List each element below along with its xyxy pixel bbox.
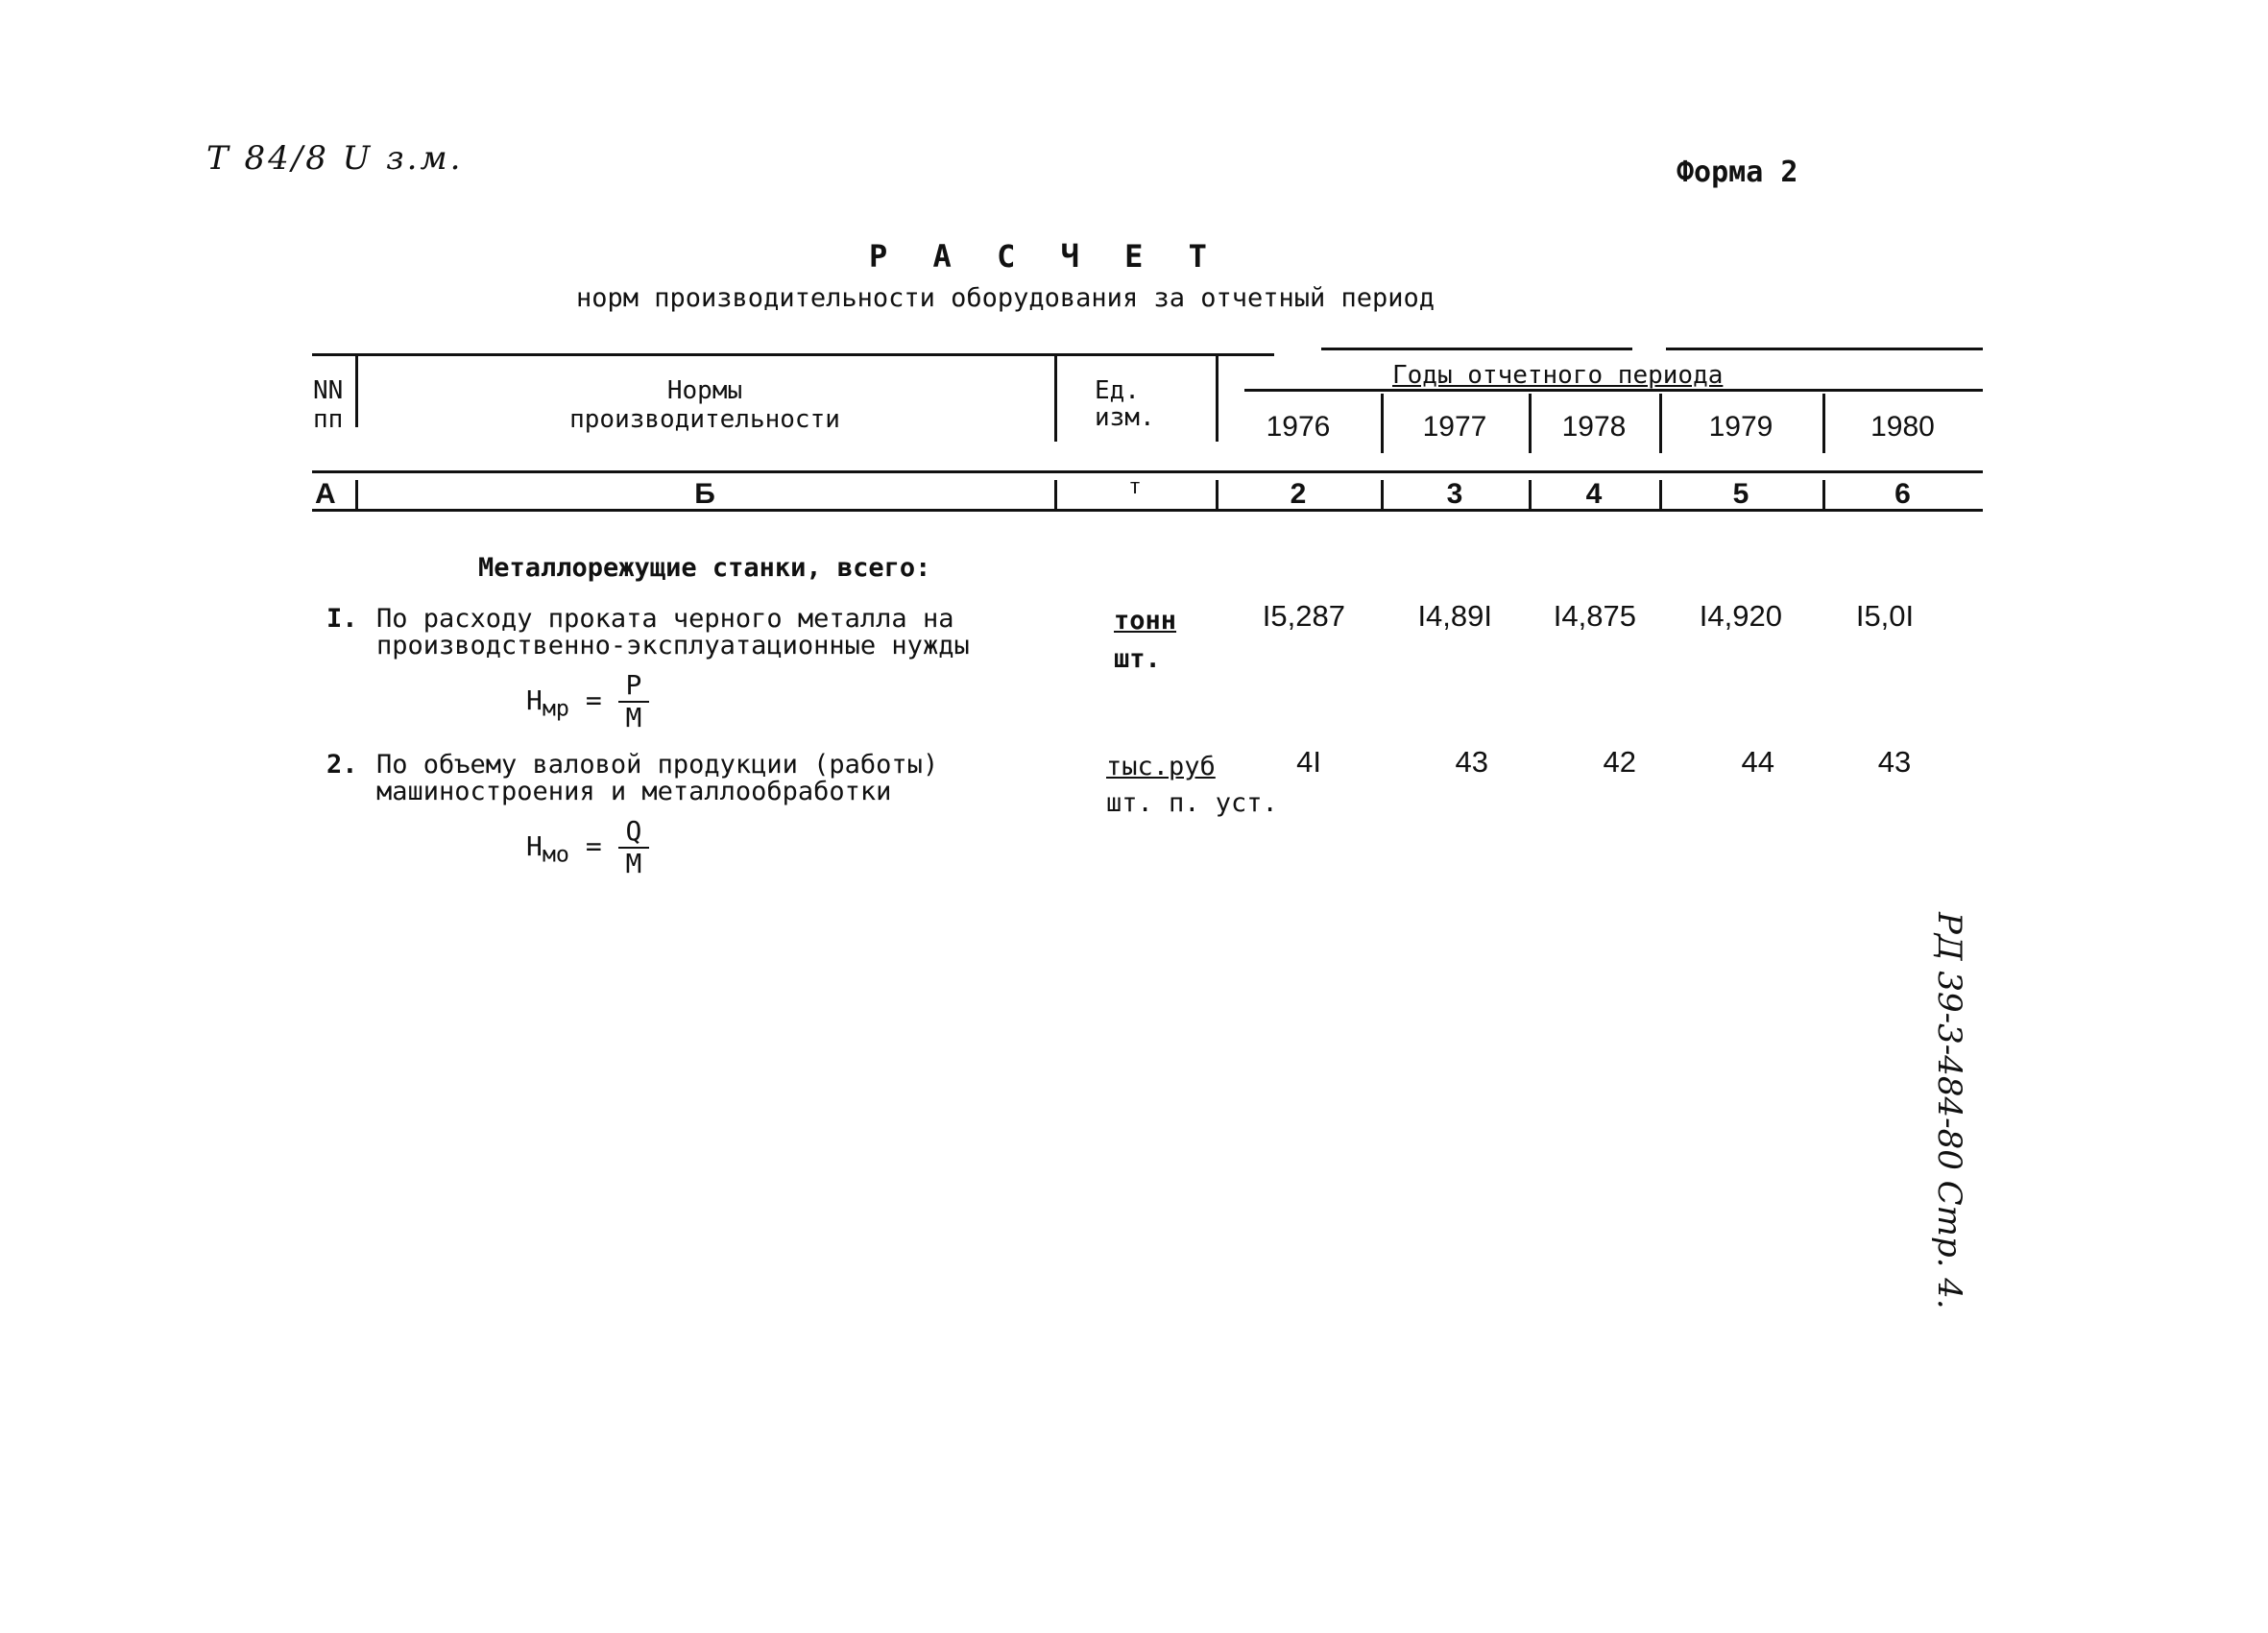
colnum-5: 5 xyxy=(1732,478,1749,510)
value-1976: 4I xyxy=(1296,745,1321,779)
formula-subscript: мо xyxy=(542,840,569,868)
document-subtitle: норм производительности оборудования за отчетный период xyxy=(576,283,1436,313)
row-text-line1: По объему валовой продукции (работы) xyxy=(376,750,939,780)
formula-equals: = xyxy=(585,684,618,716)
top-rule-right xyxy=(1666,348,1983,350)
formula-symbol: Н xyxy=(526,684,543,716)
colnum-6: 6 xyxy=(1894,478,1911,510)
colnum-4: 4 xyxy=(1585,478,1603,510)
side-document-code: РД 39-3-484-80 Стр. 4. xyxy=(1930,912,1968,1309)
formula-subscript: мр xyxy=(542,694,569,722)
colnum-3: 3 xyxy=(1446,478,1463,510)
row-formula xyxy=(526,670,649,733)
formula-denominator: М xyxy=(625,848,642,879)
value-1977: I4,89I xyxy=(1417,599,1492,633)
header-unit-line1: Ед. xyxy=(1095,376,1140,405)
year-1978: 1978 xyxy=(1561,411,1627,443)
formula-equals: = xyxy=(585,830,618,862)
formula-numerator: Р xyxy=(618,670,650,703)
year-1977: 1977 xyxy=(1422,411,1487,443)
top-rule-mid xyxy=(1321,348,1632,350)
value-1978: 42 xyxy=(1603,745,1636,779)
header-unit-line2: изм. xyxy=(1095,403,1155,432)
formula-symbol: Н xyxy=(526,830,543,862)
value-1980: 43 xyxy=(1877,745,1912,779)
value-1979: I4,920 xyxy=(1699,599,1782,633)
header-norms-line2: производительности xyxy=(569,405,840,434)
row-text-line2: машиностроения и металлообработки xyxy=(376,777,892,806)
value-1977: 43 xyxy=(1455,745,1488,779)
row-unit-line1: тыс.руб xyxy=(1106,752,1216,781)
row-number: 2. xyxy=(326,750,358,780)
value-1980: I5,0I xyxy=(1855,599,1915,633)
year-1979: 1979 xyxy=(1708,411,1773,443)
form-label: Форма 2 xyxy=(1677,156,1798,189)
document-title: Р А С Ч Е Т xyxy=(869,238,1220,275)
row-unit-line2: шт. xyxy=(1114,644,1161,674)
header-years-group: Годы отчетного периода xyxy=(1392,361,1724,390)
row-text-line1: По расходу проката черного металла на xyxy=(376,604,954,634)
handwritten-corner-note: T 84/8 U з.м. xyxy=(206,139,464,178)
value-1979: 44 xyxy=(1741,745,1774,779)
formula-fraction xyxy=(618,670,650,733)
colnum-b: Б xyxy=(694,478,715,510)
row-number: I. xyxy=(326,604,358,634)
header-num: NN пп xyxy=(313,376,344,434)
colnum-2: 2 xyxy=(1290,478,1307,510)
colnum-a: А xyxy=(315,478,336,510)
colnum-c: т xyxy=(1129,474,1141,498)
formula-denominator: М xyxy=(625,702,642,733)
value-1978: I4,875 xyxy=(1553,599,1636,633)
formula-fraction xyxy=(618,816,650,879)
top-rule-left xyxy=(312,353,1274,356)
col-divider-2 xyxy=(1054,355,1057,442)
year-1976: 1976 xyxy=(1266,411,1331,443)
value-1976: I5,287 xyxy=(1262,599,1345,633)
row-unit-line1: тонн xyxy=(1114,606,1177,636)
header-bottom-rule xyxy=(312,470,1983,473)
year-1980: 1980 xyxy=(1870,411,1935,443)
header-norms-line1: Нормы xyxy=(666,376,743,405)
row-unit-line2: шт. п. уст. xyxy=(1106,788,1278,818)
formula-numerator: Q xyxy=(618,816,650,849)
row-text-line2: производственно-эксплуатационные нужды xyxy=(376,631,970,660)
row-formula xyxy=(526,816,649,879)
section-title: Металлорежущие станки, всего: xyxy=(478,553,931,583)
